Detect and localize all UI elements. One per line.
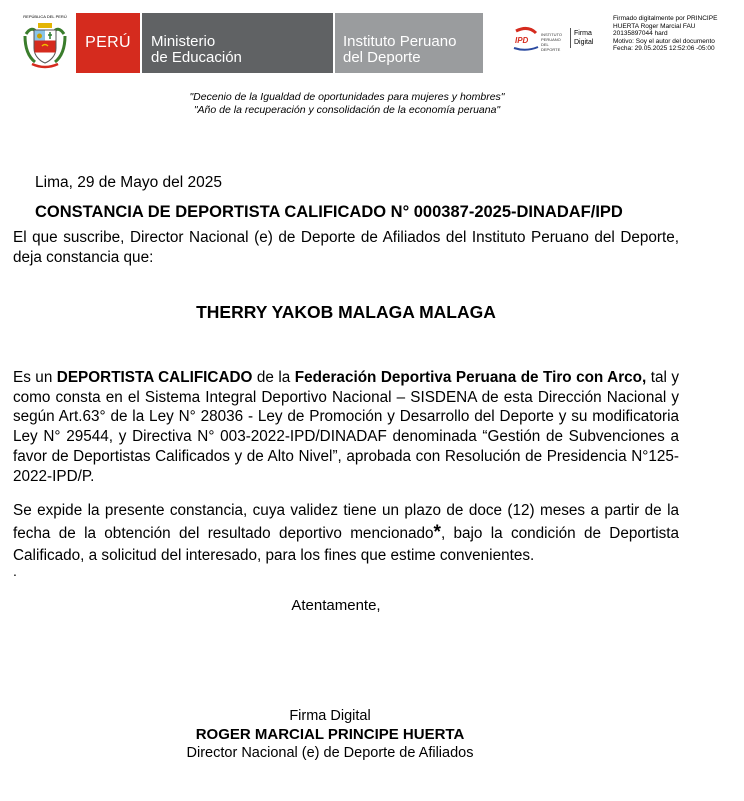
ministry-line1: Ministerio xyxy=(151,33,216,50)
signature-stamp-line: Firmado digitalmente por PRINCIPE xyxy=(613,15,718,22)
ministry-line2: de Educación xyxy=(151,49,242,66)
signature-stamp-line: 20135897044 hard xyxy=(613,30,668,38)
firma-line1: Firma xyxy=(574,30,592,37)
qualified-athlete-label: DEPORTISTA CALIFICADO xyxy=(56,369,253,386)
coat-of-arms-icon xyxy=(22,14,68,72)
closing-line: Atentamente, xyxy=(291,597,381,614)
peru-logo-box xyxy=(76,13,140,73)
document-title: CONSTANCIA DE DEPORTISTA CALIFICADO N° 000387-2025-DINADAF/IPD xyxy=(35,203,623,221)
ipd-logo-text: IPD xyxy=(515,36,529,45)
signatory-role: Director Nacional (e) de Deporte de Afiliados xyxy=(186,745,474,761)
ipd-logo-name: INSTITUTO PERUANO DEL DEPORTE xyxy=(541,32,563,52)
federation-name: Federación Deportiva Peruana de Tiro con Arco, xyxy=(294,369,647,386)
date-line: Lima, 29 de Mayo del 2025 xyxy=(35,174,222,191)
peru-label: PERÚ xyxy=(85,34,131,51)
firma-line2: Digital xyxy=(574,39,594,46)
signature-stamp-line: HUERTA Roger Marcial FAU xyxy=(613,22,696,30)
ipd-logo xyxy=(512,25,566,53)
signature-stamp-line: Fecha: 29.05.2025 12:52:06 -05:00 xyxy=(613,45,715,53)
body2-text-a: Se expide la presente constancia, cuya validez tiene un plazo de doce (12) meses a partir de la fecha de la obtención del resultado deportivo mencionado xyxy=(13,502,679,542)
signatory-name: ROGER MARCIAL PRINCIPE HUERTA xyxy=(195,726,465,743)
institute-logo-box xyxy=(335,13,483,73)
firma-digital-label xyxy=(574,29,593,47)
intro-paragraph: El que suscribe, Director Nacional (e) de Deporte de Afiliados del Instituto Peruano del Deporte, deja constancia que: xyxy=(13,229,679,266)
body-paragraph-1 xyxy=(13,368,679,486)
body1-middle: de la xyxy=(252,369,295,386)
asterisk-mark: * xyxy=(433,522,441,543)
ipd-emblem-icon xyxy=(512,25,542,53)
institute-line1: Instituto Peruano xyxy=(343,33,457,50)
signature-label: Firma Digital xyxy=(289,708,371,724)
shield-caption: REPÚBLICA DEL PERÚ xyxy=(23,14,67,19)
digital-signature-stamp xyxy=(613,15,717,53)
ministry-logo-box xyxy=(142,13,333,73)
firma-divider xyxy=(570,28,571,48)
signature-stamp-line: Motivo: Soy el autor del documento xyxy=(613,37,715,45)
slogan-year: "Año de la recuperación y consolidación de la economía peruana" xyxy=(193,104,501,116)
body-paragraph-2 xyxy=(13,500,679,567)
body2-text-b: , bajo la condición de Deportista Calificado, a solicitud del interesado, para los fines que estime convenientes. xyxy=(13,525,679,564)
institute-line2: del Deporte xyxy=(343,49,421,66)
body1-prefix: Es un xyxy=(13,369,57,386)
stray-dot: . xyxy=(13,563,17,579)
slogan-decade: "Decenio de la Igualdad de oportunidades para mujeres y hombres" xyxy=(189,91,505,103)
athlete-name: THERRY YAKOB MALAGA MALAGA xyxy=(196,302,496,322)
peru-coat-of-arms-logo xyxy=(22,14,68,72)
body1-rest: tal y como consta en el Sistema Integral Deportivo Nacional – SISDENA de esta Dirección Nacional y según Art.63° de la Ley N° 28036 - Ley de Promoción y Desarrollo del Deporte y su modificatoria Ley N° 29544, y Directiva N° 003-2022-IPD/DINADAF denominada “Gestión de Subvenciones a favor de Deportistas Calificados y de Alto Nivel”, aprobada con Resolución de Presidencia N°125-2022-IPD/P. xyxy=(13,369,679,485)
